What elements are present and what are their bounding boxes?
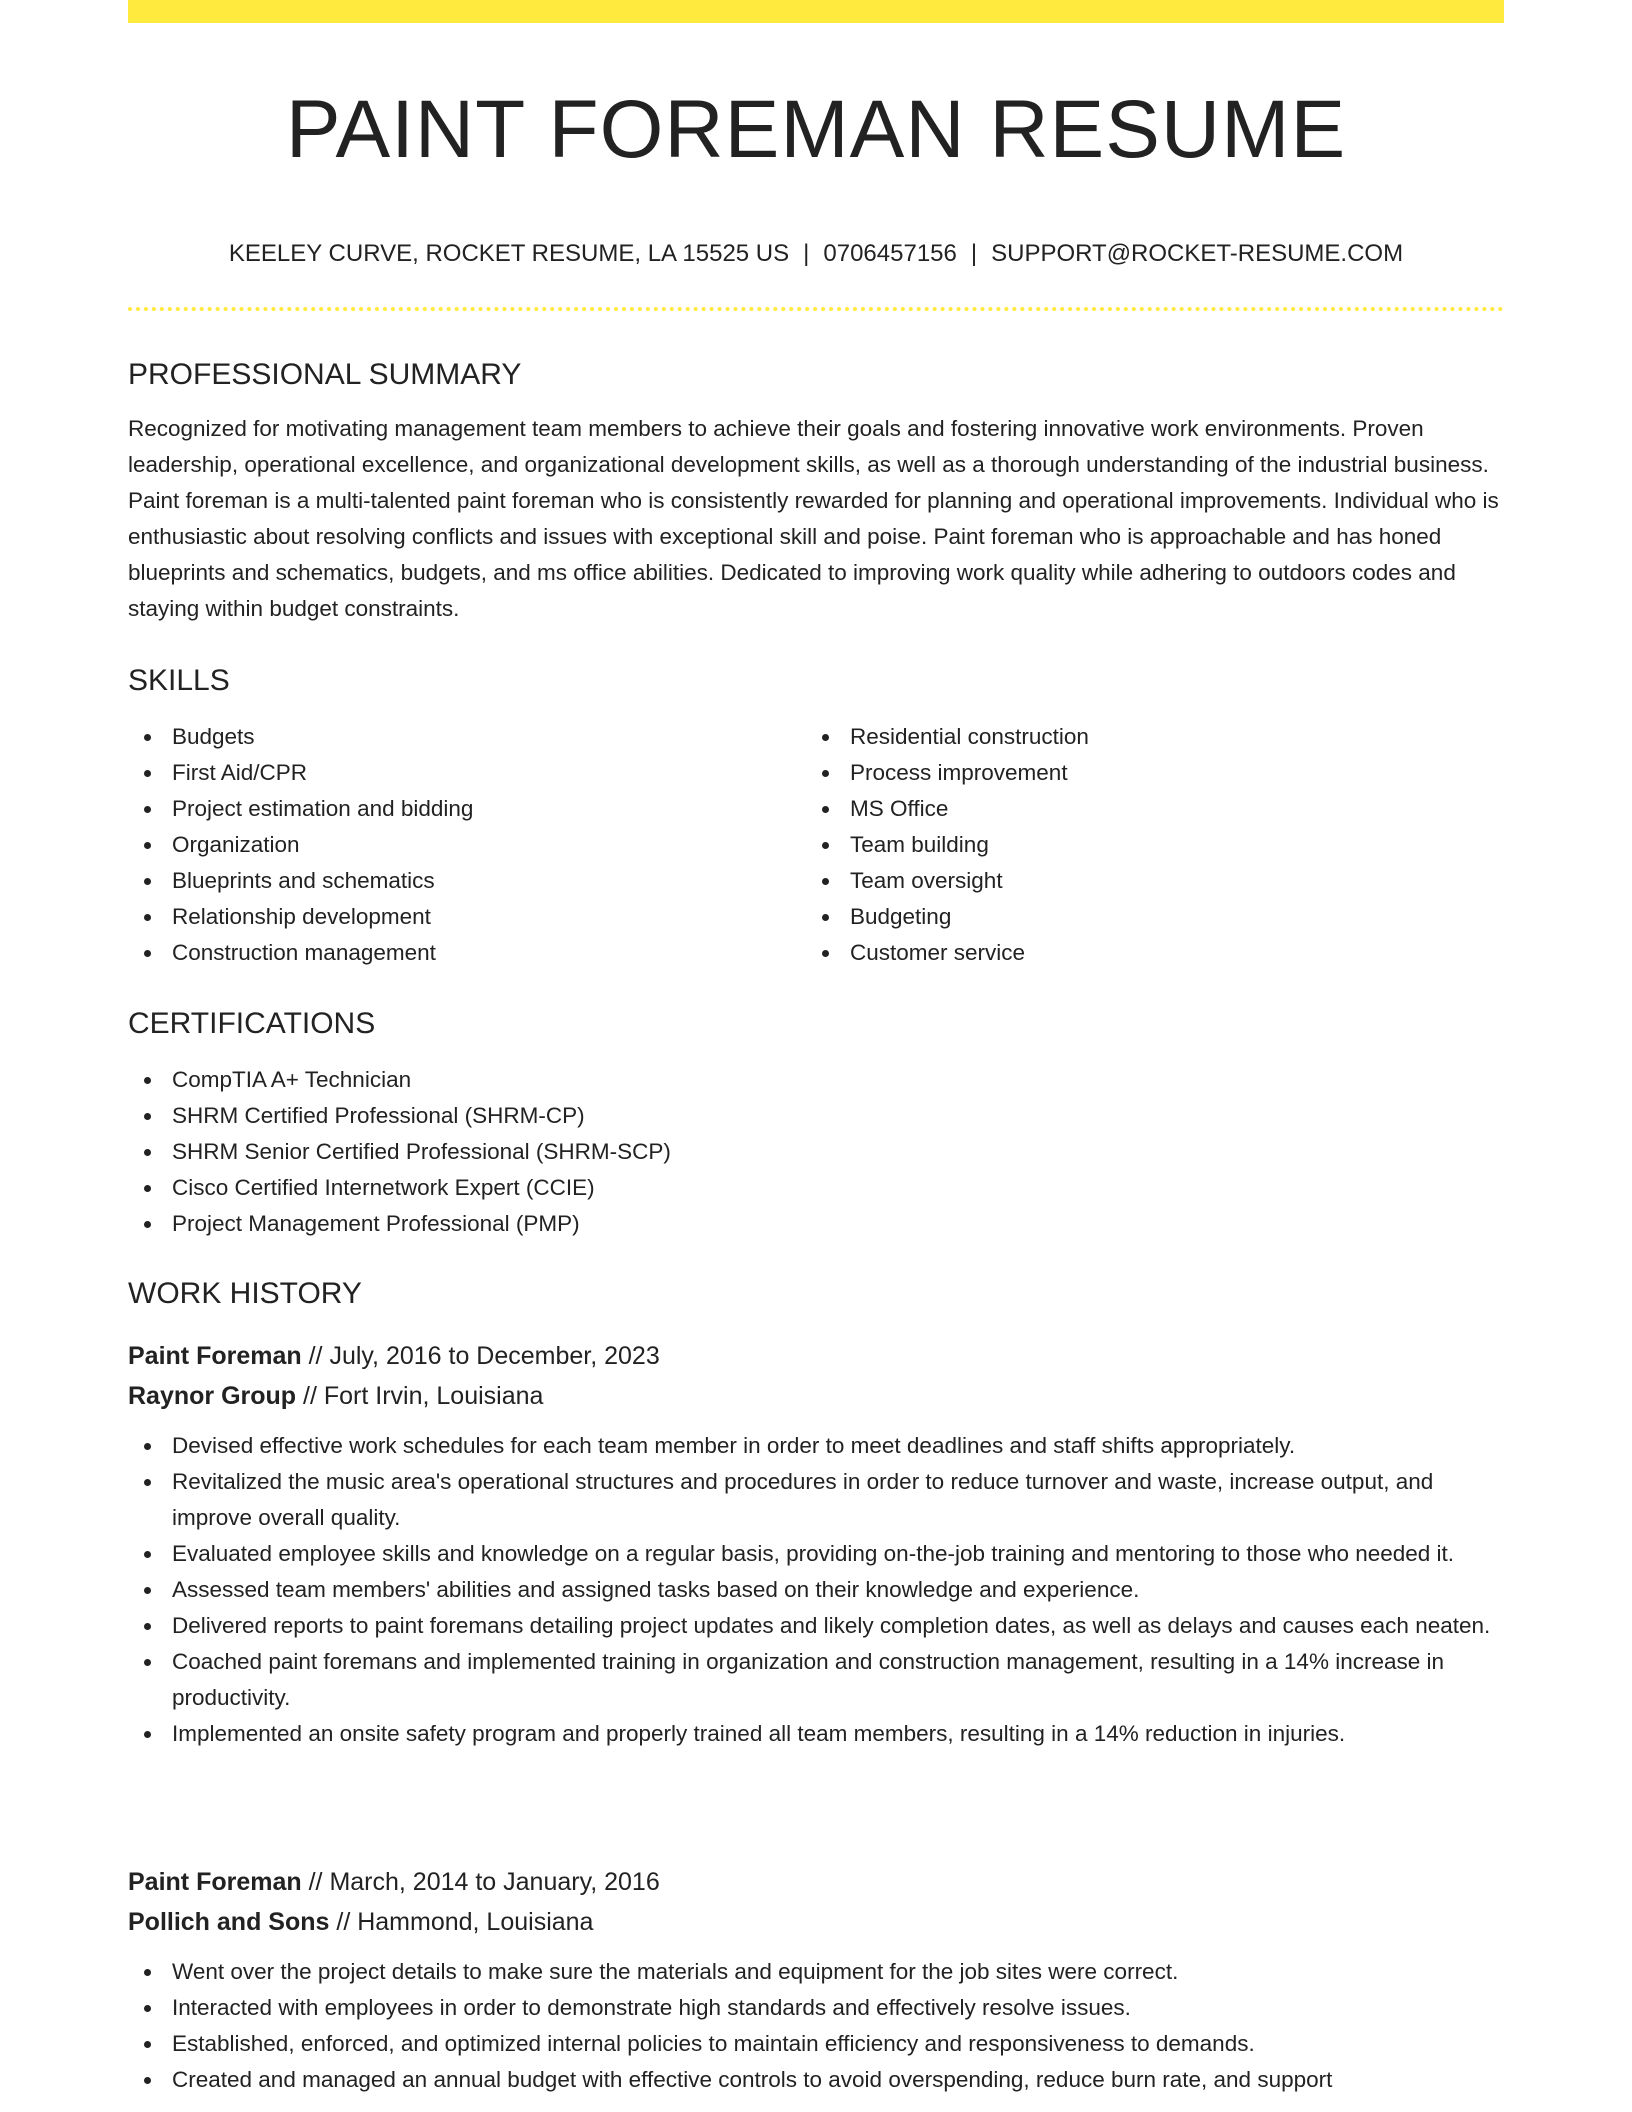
job-bullet: Implemented an onsite safety program and properly trained all team members, resulting in a 14% reduction in injuries. [128,1716,1504,1752]
contact-email: SUPPORT@ROCKET-RESUME.COM [991,240,1404,267]
contact-separator: | [803,240,810,267]
certification-item: CompTIA A+ Technician [128,1062,1504,1098]
page-title: PAINT FOREMAN RESUME [285,84,1347,175]
job-bullet: Established, enforced, and optimized internal policies to maintain efficiency and responsiveness to demands. [128,2026,1504,2062]
job-bullet: Revitalized the music area's operational structures and procedures in order to reduce turnover and waste, increase output, and improve overall quality. [128,1464,1504,1536]
skill-item: Budgets [128,719,806,755]
summary-text: Recognized for motivating management team members to achieve their goals and fostering innovative work environments. Proven leadership, operational excellence, and organizational development skills, as well as a thorough understanding of the industrial business. Paint foreman is a multi-talented paint foreman who is consistently rewarded for planning and operational improvements. Individual who is enthusiastic about resolving conflicts and issues with exceptional skill and poise. Paint foreman who is approachable and has honed blueprints and schematics, budgets, and ms office abilities. Dedicated to improving work quality while adhering to outdoors codes and staying within budget constraints. [128,416,1499,621]
skill-item: Relationship development [128,899,806,935]
skill-item: Customer service [806,935,1484,971]
skill-item: Blueprints and schematics [128,863,806,899]
certification-item: SHRM Senior Certified Professional (SHRM-SCP) [128,1134,1504,1170]
skill-item: Budgeting [806,899,1484,935]
job-title: Paint Foreman [128,1342,302,1370]
job-bullet: Created and managed an annual budget with effective controls to avoid overspending, reduce burn rate, and support [128,2062,1504,2098]
skills-grid [128,719,1504,971]
job-company: Pollich and Sons [128,1908,330,1936]
skill-item: Organization [128,827,806,863]
work-history-section [128,1274,1504,1314]
skill-item: Team oversight [806,863,1484,899]
job-bullet: Coached paint foremans and implemented training in organization and construction management, resulting in a 14% increase in productivity. [128,1644,1504,1716]
skills-section [128,661,1504,971]
job-title: Paint Foreman [128,1868,302,1896]
skill-item: Construction management [128,935,806,971]
job-dates: // March, 2014 to January, 2016 [308,1868,660,1896]
job-bullet: Devised effective work schedules for each team member in order to meet deadlines and staff shifts appropriately. [128,1428,1504,1464]
skill-item: Project estimation and bidding [128,791,806,827]
work-history-heading: WORK HISTORY [128,1277,362,1310]
job-title-line [128,1336,1504,1376]
job-title-line [128,1862,1504,1902]
skill-item: Team building [806,827,1484,863]
job-entry [128,1336,1504,1752]
job-bullet: Interacted with employees in order to demonstrate high standards and effectively resolve issues. [128,1990,1504,2026]
skill-item: First Aid/CPR [128,755,806,791]
job-entry [128,1862,1504,2098]
job-location: // Hammond, Louisiana [336,1908,594,1936]
job-bullet: Evaluated employee skills and knowledge on a regular basis, providing on-the-job training and mentoring to those who needed it. [128,1536,1504,1572]
skill-item: MS Office [806,791,1484,827]
contact-line [128,236,1504,272]
job-company-line [128,1376,1504,1416]
summary-section [128,355,1504,627]
contact-address: KEELEY CURVE, ROCKET RESUME, LA 15525 US [228,240,790,267]
top-accent-bar [128,0,1504,23]
job-company-line [128,1902,1504,1942]
job-dates: // July, 2016 to December, 2023 [308,1342,660,1370]
certifications-heading: CERTIFICATIONS [128,1007,376,1040]
job-company: Raynor Group [128,1382,297,1410]
summary-heading: PROFESSIONAL SUMMARY [128,358,522,391]
header-divider [128,307,1504,311]
skills-heading: SKILLS [128,664,230,697]
contact-separator: | [970,240,978,267]
skill-item: Process improvement [806,755,1484,791]
job-bullet-list [128,1428,1504,1752]
certification-item: Cisco Certified Internetwork Expert (CCIE) [128,1170,1504,1206]
job-bullet-list [128,1954,1504,2098]
skills-list-right [806,719,1484,971]
job-location: // Fort Irvin, Louisiana [303,1382,544,1410]
job-bullet: Delivered reports to paint foremans detailing project updates and likely completion dates, as well as delays and causes each neaten. [128,1608,1504,1644]
skill-item: Residential construction [806,719,1484,755]
certification-item: SHRM Certified Professional (SHRM-CP) [128,1098,1504,1134]
job-bullet: Went over the project details to make sure the materials and equipment for the job sites were correct. [128,1954,1504,1990]
certification-item: Project Management Professional (PMP) [128,1206,1504,1242]
skills-list-left [128,719,806,971]
certifications-list [128,1062,1504,1242]
job-bullet: Assessed team members' abilities and assigned tasks based on their knowledge and experience. [128,1572,1504,1608]
contact-phone: 0706457156 [823,240,957,267]
certifications-section [128,1004,1504,1242]
